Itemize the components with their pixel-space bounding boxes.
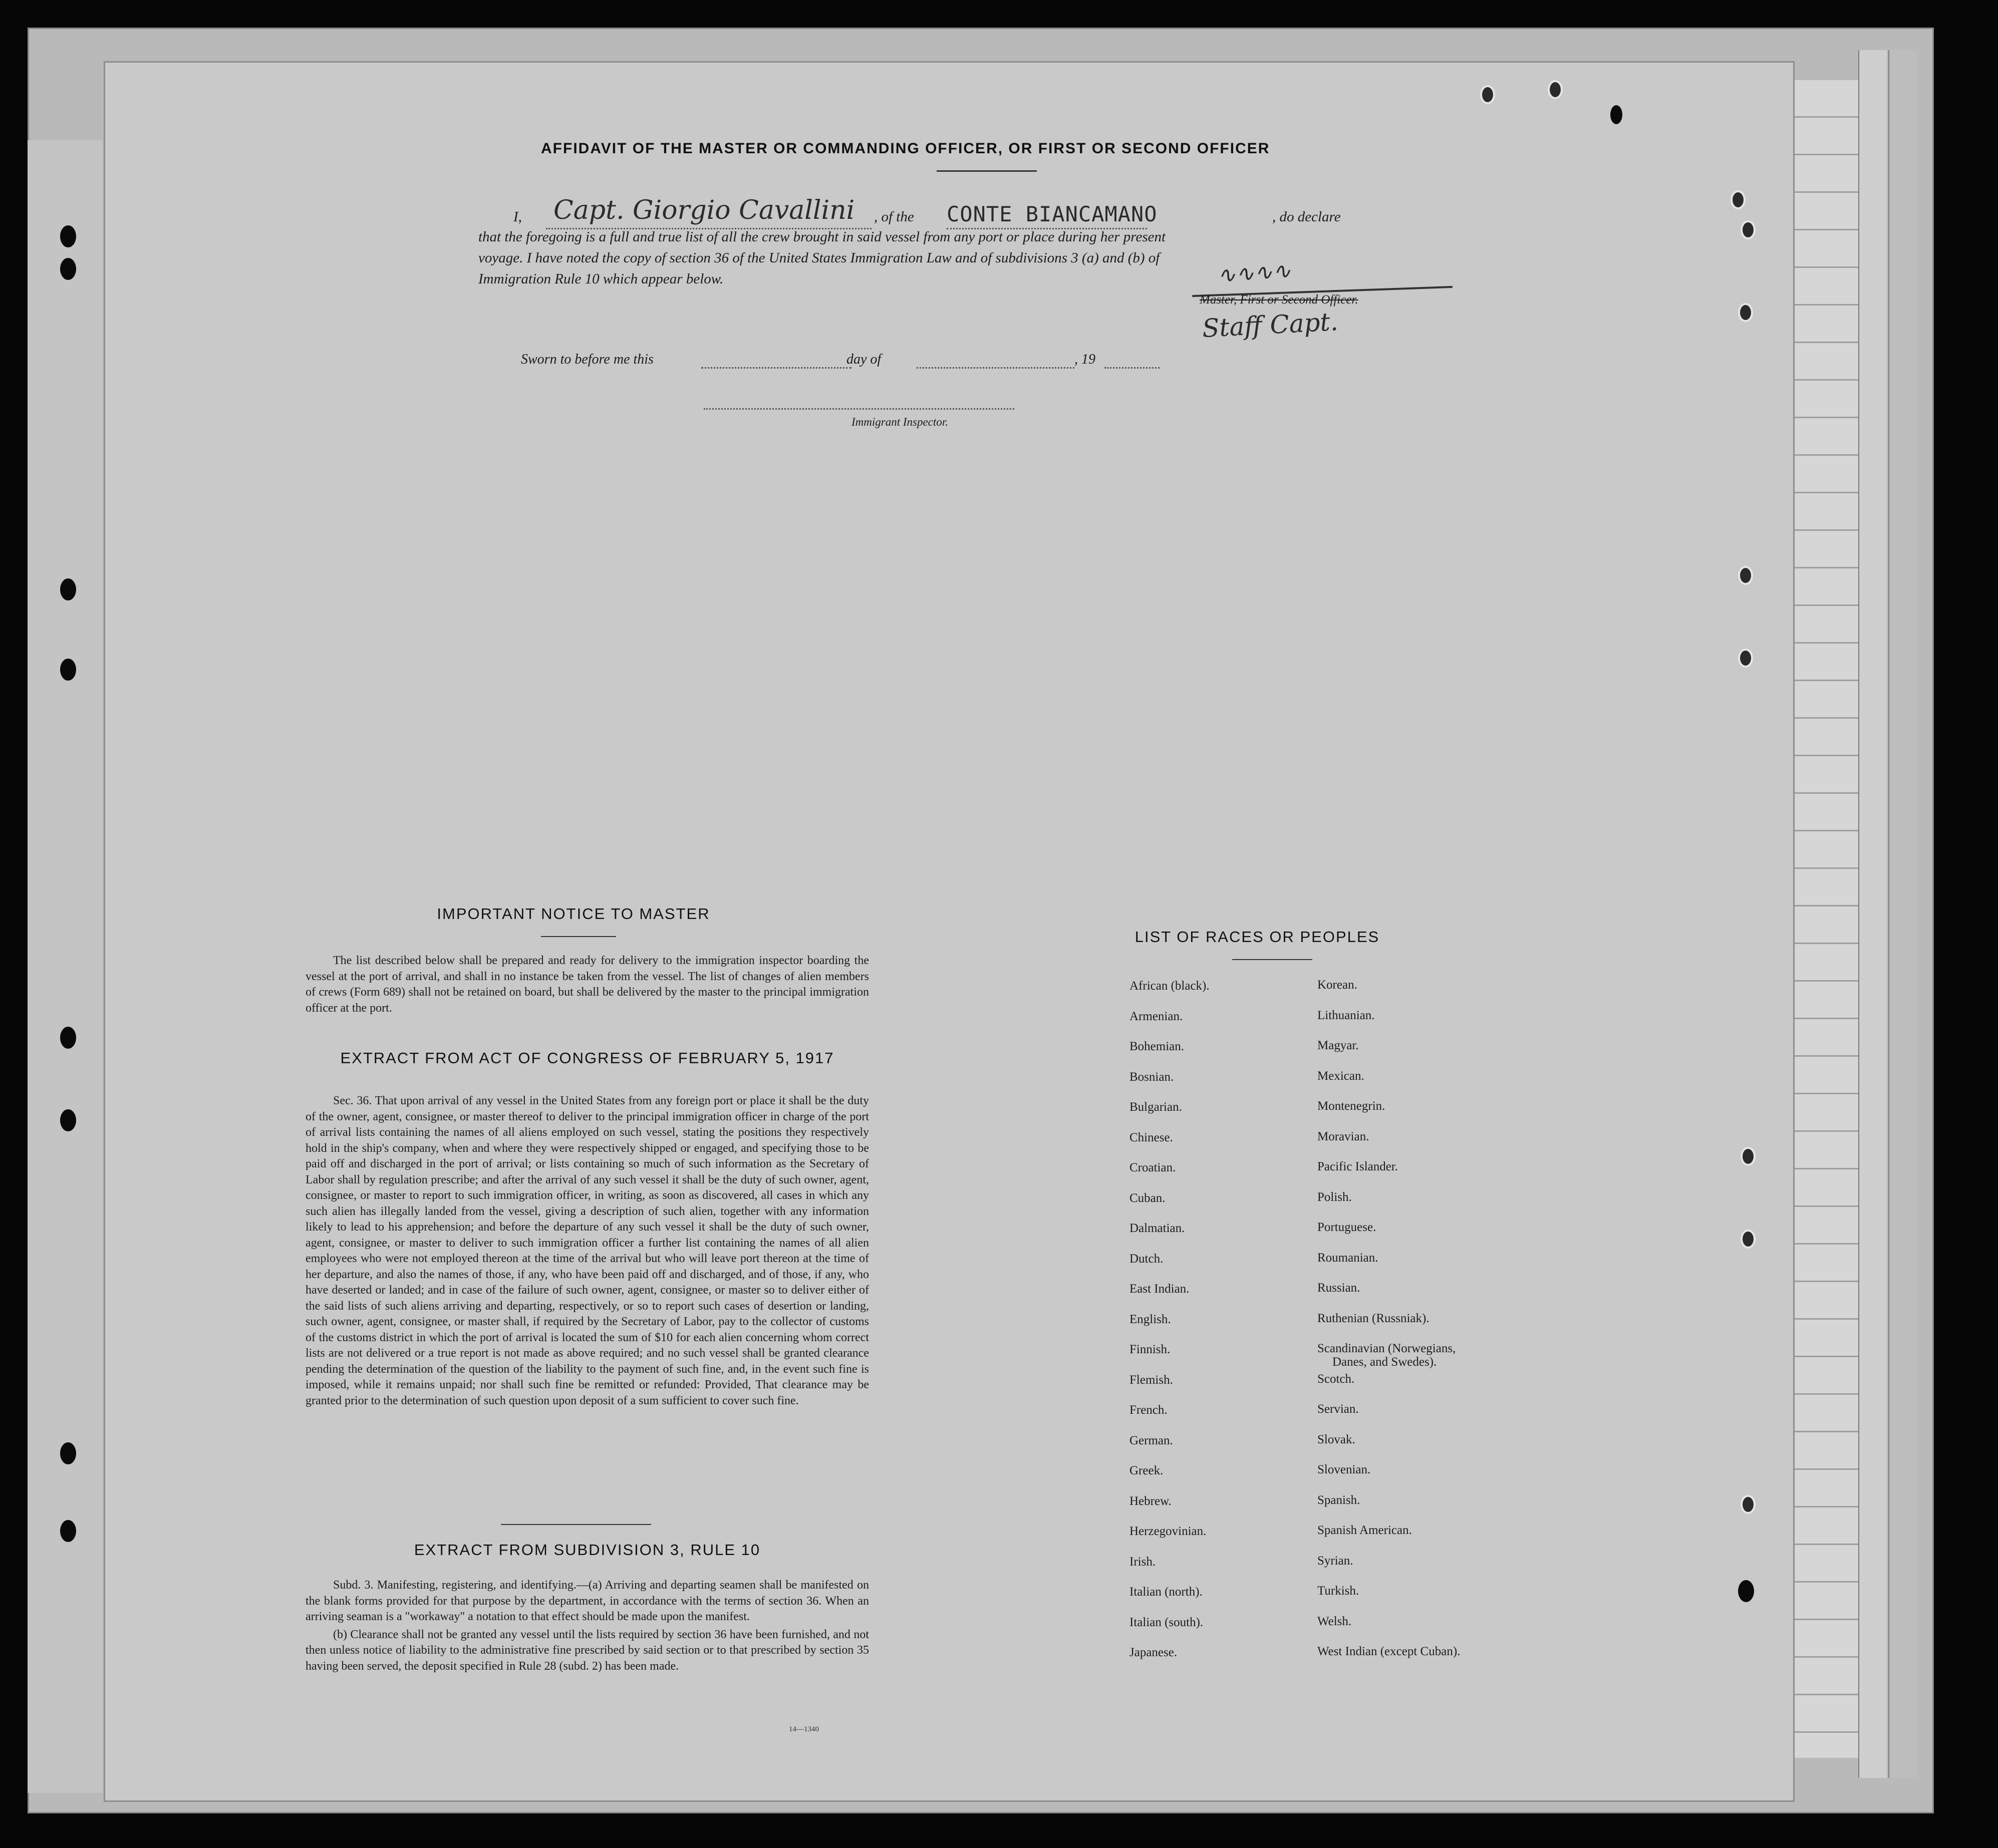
race-item: French. [1129, 1403, 1168, 1417]
sworn-day-line [701, 367, 851, 369]
signature-title-handwritten: Staff Capt. [1201, 306, 1339, 344]
race-item: Danes, and Swedes). [1332, 1355, 1437, 1369]
right-ledger-strip [1793, 80, 1859, 1758]
punch-hole [1548, 80, 1563, 99]
race-item: Slovenian. [1317, 1463, 1371, 1476]
race-item: Chinese. [1129, 1130, 1173, 1144]
sworn-year: , 19 [1074, 352, 1095, 367]
document-page [105, 63, 1793, 1800]
race-item: Greek. [1129, 1464, 1164, 1477]
race-item: Scandinavian (Norwegians, [1317, 1342, 1456, 1355]
punch-hole [60, 1520, 76, 1542]
race-item: Bosnian. [1129, 1070, 1174, 1084]
affidavit-line1-mid: , of the [874, 209, 914, 225]
sheet-edge [1888, 50, 1917, 1778]
affidavit-line1-end: , do declare [1272, 209, 1341, 225]
race-item: Korean. [1317, 978, 1357, 992]
race-item: Cuban. [1129, 1191, 1166, 1205]
sworn-month-line [917, 367, 1074, 369]
rule-paragraph-a: Subd. 3. Manifesting, registering, and identifying.—(a) Arriving and departing seamen shall be manifested on the blank forms provided for that purpose by the department, in accordance with the terms of section 36. When an arriving seaman is a "workaway" a notation to that effect should be made upon the manifest. [306, 1579, 869, 1623]
punch-hole [1731, 190, 1746, 209]
affidavit-title: AFFIDAVIT OF THE MASTER OR COMMANDING OFFICER, OR FIRST OR SECOND OFFICER [541, 140, 1270, 157]
race-item: East Indian. [1129, 1282, 1190, 1296]
affidavit-line4: Immigration Rule 10 which appear below. [478, 271, 724, 287]
act-rule [501, 1524, 651, 1525]
inspector-caption: Immigrant Inspector. [851, 416, 948, 428]
race-item: Spanish. [1317, 1493, 1360, 1507]
race-item: Montenegrin. [1317, 1099, 1385, 1113]
signature-caption: Master, First or Second Officer. [1200, 293, 1358, 306]
officer-name-handwritten: Capt. Giorgio Cavallini [553, 195, 855, 225]
race-item: Roumanian. [1317, 1251, 1378, 1265]
title-rule [937, 170, 1037, 172]
notice-paragraph: The list described below shall be prepared and ready for delivery to the immigration inspector boarding the vessel at the port of arrival, and shall in no instance be taken from the vessel. The list of changes of alien members of crews (Form 689) shall not be retained on board, but shall be delivered by the master to the principal immigration officer at the port. [306, 954, 869, 1015]
inspector-signature-line [704, 408, 1014, 410]
race-item: Armenian. [1129, 1009, 1183, 1023]
race-item: African (black). [1129, 979, 1210, 993]
punch-hole [60, 258, 76, 280]
sworn-prefix: Sworn to before me this [521, 352, 654, 367]
act-heading: EXTRACT FROM ACT OF CONGRESS OF FEBRUARY 5, 1917 [340, 1049, 834, 1067]
race-item: Pacific Islander. [1317, 1160, 1398, 1173]
affidavit-line3: voyage. I have noted the copy of section 36 of the United States Immigration Law and of subdivisions 3 (a) and (b) of [478, 250, 1160, 266]
races-heading: LIST OF RACES OR PEOPLES [1134, 928, 1380, 946]
race-item: Finnish. [1129, 1343, 1171, 1356]
punch-hole [60, 1027, 76, 1049]
act-text [306, 1093, 869, 1409]
sheet-edge [1858, 50, 1887, 1778]
rule-heading: EXTRACT FROM SUBDIVISION 3, RULE 10 [414, 1541, 761, 1559]
punch-hole [60, 1109, 76, 1131]
race-item: Japanese. [1129, 1646, 1178, 1659]
race-item: Flemish. [1129, 1373, 1173, 1387]
punch-hole [1741, 1229, 1756, 1249]
punch-hole [1741, 1495, 1756, 1514]
sworn-day: day of [846, 352, 882, 367]
race-item: Dalmatian. [1129, 1221, 1185, 1235]
notice-rule [541, 936, 616, 937]
race-item: Servian. [1317, 1402, 1359, 1416]
vessel-name-stamp: CONTE BIANCAMANO [947, 202, 1158, 226]
race-item: Herzegovinian. [1129, 1524, 1207, 1538]
race-item: Hebrew. [1129, 1494, 1172, 1508]
notice-heading: IMPORTANT NOTICE TO MASTER [437, 905, 710, 922]
punch-hole [1738, 566, 1753, 585]
form-number: 14—1340 [789, 1725, 819, 1733]
punch-hole [60, 1442, 76, 1464]
race-item: Croatian. [1129, 1161, 1176, 1174]
race-item: Polish. [1317, 1190, 1352, 1204]
race-item: Turkish. [1317, 1584, 1359, 1598]
race-item: English. [1129, 1312, 1171, 1326]
race-item: Syrian. [1317, 1554, 1353, 1568]
punch-hole [1741, 220, 1756, 239]
race-item: West Indian (except Cuban). [1317, 1645, 1461, 1658]
race-item: Magyar. [1317, 1039, 1359, 1052]
punch-hole [1741, 1147, 1756, 1166]
race-item: Scotch. [1317, 1372, 1355, 1386]
affidavit-line1-prefix: I, [513, 209, 522, 225]
punch-hole [1738, 1580, 1754, 1602]
signature-handwriting: ∿∿∿∿ [1216, 257, 1292, 289]
race-item: Bulgarian. [1129, 1100, 1182, 1114]
punch-hole [1738, 303, 1753, 322]
race-item: Russian. [1317, 1281, 1360, 1295]
rule-text [306, 1578, 869, 1674]
race-item: Slovak. [1317, 1432, 1355, 1446]
race-item: Ruthenian (Russniak). [1317, 1311, 1430, 1325]
race-item: Italian (north). [1129, 1585, 1203, 1599]
act-paragraph: Sec. 36. That upon arrival of any vessel in the United States from any foreign port or place it shall be the duty of the owner, agent, consignee, or master thereof to deliver to the principal immigration officer in charge of the port of arrival lists containing the names of all aliens employed on such vessel, stating the positions they respectively hold in the ship's company, when and where they were respectively shipped or engaged, and specifying those to be paid off and discharged in the port of arrival; or lists containing so much of such information as the Secretary of Labor shall by regulation prescribe; and after the arrival of any such vessel it shall be the duty of such owner, agent, consignee, or master to report to such immigration officer, in writing, as soon as discovered, all cases in which any such alien has illegally landed from the vessel, giving a description of such alien, together with any information likely to lead to his apprehension; and before the departure of any such vessel it shall be the duty of such owner, agent, consignee, or master to deliver to such immigration officer a further list containing the names of all alien employees who were not employed thereon at the time of the arrival but who will leave port thereon at the time of her departure, and also the names of those, if any, who have been paid off and discharged, and of those, if any, who have deserted or landed; and in case of the failure of such owner, agent, consignee, or master so to deliver either of the said lists of such aliens arriving and departing, respectively, or so to report such cases of desertion or landing, such owner, agent, consignee, or master shall, if required by the Secretary of Labor, pay to the collector of customs of the customs district in which the port of arrival is located the sum of $10 for each alien concerning whom correct lists are not delivered or a true report is not made as above required; and no such vessel shall be granted clearance pending the determination of the question of the liability to the payment of such fine, and, in the event such fine is imposed, while it remains unpaid; nor shall such fine be remitted or refunded: Provided, That clearance may be granted prior to the determination of such question upon deposit of a sum sufficient to cover such fine. [306, 1094, 869, 1407]
races-rule [1232, 959, 1312, 960]
punch-hole [1480, 85, 1495, 104]
race-item: Moravian. [1317, 1129, 1369, 1143]
punch-hole [1738, 649, 1753, 668]
race-item: Portuguese. [1317, 1220, 1376, 1234]
race-item: Spanish American. [1317, 1523, 1412, 1537]
affidavit-line2: that the foregoing is a full and true list of all the crew brought in said vessel from any port or place during her present [478, 229, 1166, 245]
race-item: Bohemian. [1129, 1040, 1185, 1053]
race-item: Lithuanian. [1317, 1008, 1375, 1022]
race-item: Italian (south). [1129, 1615, 1204, 1629]
race-item: Mexican. [1317, 1069, 1364, 1083]
race-item: Irish. [1129, 1555, 1156, 1569]
race-item: German. [1129, 1433, 1173, 1447]
punch-hole [1610, 105, 1622, 124]
race-item: Welsh. [1317, 1614, 1352, 1628]
left-binding-strip [28, 140, 103, 1793]
sworn-year-line [1104, 367, 1160, 369]
punch-hole [60, 225, 76, 247]
punch-hole [60, 659, 76, 681]
notice-text [306, 953, 869, 1016]
rule-paragraph-b: (b) Clearance shall not be granted any vessel until the lists required by section 36 have been furnished, and not then unless notice of liability to the administrative fine prescribed by said section or to that prescribed by section 35 having been served, the deposit specified in Rule 28 (subd. 2) has been made. [306, 1628, 869, 1673]
race-item: Dutch. [1129, 1252, 1164, 1266]
punch-hole [60, 578, 76, 600]
